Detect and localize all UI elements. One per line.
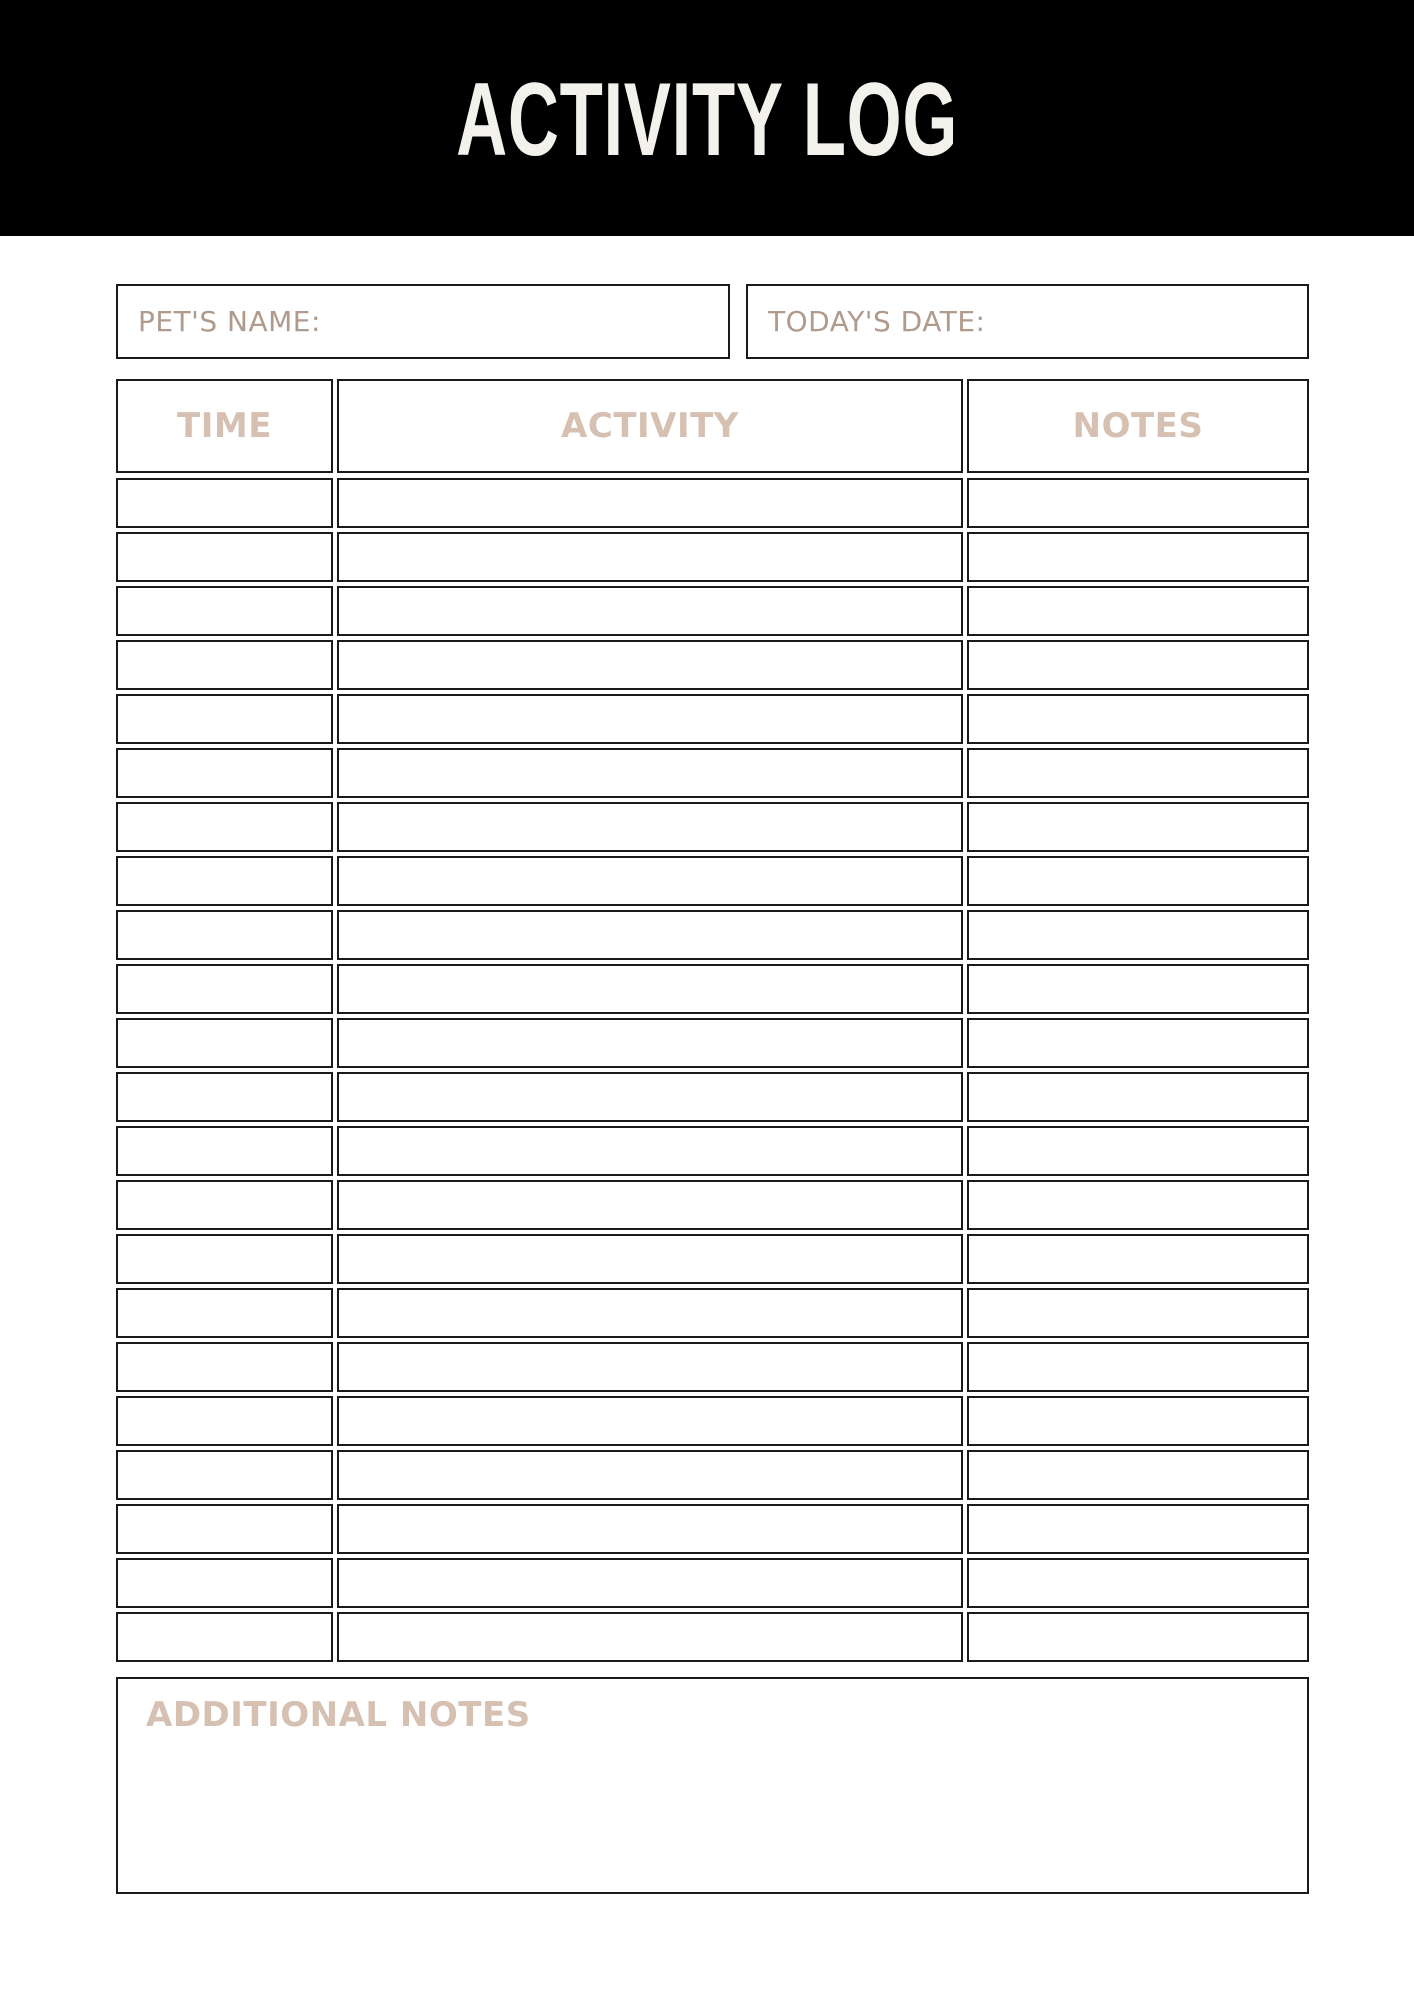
header-bar	[0, 0, 1414, 236]
column-header-label: ACTIVITY	[561, 406, 739, 446]
log-cell-time[interactable]	[116, 586, 333, 636]
log-cell-time[interactable]	[116, 1072, 333, 1122]
log-cell-activity[interactable]	[337, 802, 963, 852]
log-cell-activity[interactable]	[337, 910, 963, 960]
log-cell-notes[interactable]	[967, 748, 1309, 798]
column-header-notes	[967, 379, 1309, 473]
log-cell-notes[interactable]	[967, 1288, 1309, 1338]
todays-date-label: TODAY'S DATE:	[768, 305, 986, 338]
log-cell-time[interactable]	[116, 1558, 333, 1608]
log-cell-time[interactable]	[116, 1288, 333, 1338]
log-cell-notes[interactable]	[967, 1180, 1309, 1230]
log-cell-activity[interactable]	[337, 478, 963, 528]
log-cell-activity[interactable]	[337, 1180, 963, 1230]
log-cell-activity[interactable]	[337, 1612, 963, 1662]
log-cell-activity[interactable]	[337, 1558, 963, 1608]
log-cell-time[interactable]	[116, 1180, 333, 1230]
log-cell-activity[interactable]	[337, 1072, 963, 1122]
log-cell-time[interactable]	[116, 1018, 333, 1068]
log-cell-notes[interactable]	[967, 802, 1309, 852]
log-cell-notes[interactable]	[967, 1396, 1309, 1446]
log-cell-time[interactable]	[116, 532, 333, 582]
log-cell-time[interactable]	[116, 748, 333, 798]
log-cell-activity[interactable]	[337, 1018, 963, 1068]
log-cell-notes[interactable]	[967, 532, 1309, 582]
column-header-time	[116, 379, 333, 473]
pet-name-field[interactable]	[116, 284, 730, 359]
log-cell-activity[interactable]	[337, 1504, 963, 1554]
log-cell-activity[interactable]	[337, 532, 963, 582]
log-cell-notes[interactable]	[967, 1450, 1309, 1500]
column-header-activity	[337, 379, 963, 473]
log-cell-notes[interactable]	[967, 586, 1309, 636]
todays-date-field[interactable]	[746, 284, 1309, 359]
log-cell-time[interactable]	[116, 910, 333, 960]
additional-notes-box[interactable]	[116, 1677, 1309, 1894]
log-cell-activity[interactable]	[337, 964, 963, 1014]
log-cell-notes[interactable]	[967, 1612, 1309, 1662]
log-cell-time[interactable]	[116, 640, 333, 690]
log-cell-activity[interactable]	[337, 1450, 963, 1500]
log-cell-notes[interactable]	[967, 694, 1309, 744]
log-cell-time[interactable]	[116, 964, 333, 1014]
log-cell-activity[interactable]	[337, 694, 963, 744]
log-cell-notes[interactable]	[967, 640, 1309, 690]
log-cell-time[interactable]	[116, 1342, 333, 1392]
log-cell-notes[interactable]	[967, 856, 1309, 906]
pet-name-label: PET'S NAME:	[138, 305, 321, 338]
log-cell-activity[interactable]	[337, 586, 963, 636]
log-cell-time[interactable]	[116, 478, 333, 528]
log-cell-activity[interactable]	[337, 640, 963, 690]
log-cell-time[interactable]	[116, 1126, 333, 1176]
log-cell-notes[interactable]	[967, 910, 1309, 960]
log-cell-notes[interactable]	[967, 964, 1309, 1014]
log-cell-notes[interactable]	[967, 1234, 1309, 1284]
log-cell-notes[interactable]	[967, 1504, 1309, 1554]
column-header-label: TIME	[177, 406, 272, 446]
log-cell-activity[interactable]	[337, 1288, 963, 1338]
log-cell-activity[interactable]	[337, 1342, 963, 1392]
log-cell-time[interactable]	[116, 1612, 333, 1662]
log-cell-time[interactable]	[116, 1504, 333, 1554]
log-cell-activity[interactable]	[337, 856, 963, 906]
log-cell-time[interactable]	[116, 1450, 333, 1500]
log-cell-notes[interactable]	[967, 1126, 1309, 1176]
log-cell-time[interactable]	[116, 1234, 333, 1284]
log-cell-time[interactable]	[116, 1396, 333, 1446]
log-cell-time[interactable]	[116, 802, 333, 852]
log-cell-activity[interactable]	[337, 748, 963, 798]
log-cell-notes[interactable]	[967, 1558, 1309, 1608]
log-cell-activity[interactable]	[337, 1126, 963, 1176]
log-cell-activity[interactable]	[337, 1234, 963, 1284]
log-cell-time[interactable]	[116, 856, 333, 906]
log-cell-notes[interactable]	[967, 1342, 1309, 1392]
log-cell-notes[interactable]	[967, 478, 1309, 528]
log-cell-activity[interactable]	[337, 1396, 963, 1446]
additional-notes-label: ADDITIONAL NOTES	[146, 1695, 531, 1735]
page-title: ACTIVITY LOG	[456, 62, 958, 178]
log-cell-time[interactable]	[116, 694, 333, 744]
column-header-label: NOTES	[1072, 406, 1204, 446]
log-cell-notes[interactable]	[967, 1018, 1309, 1068]
log-cell-notes[interactable]	[967, 1072, 1309, 1122]
